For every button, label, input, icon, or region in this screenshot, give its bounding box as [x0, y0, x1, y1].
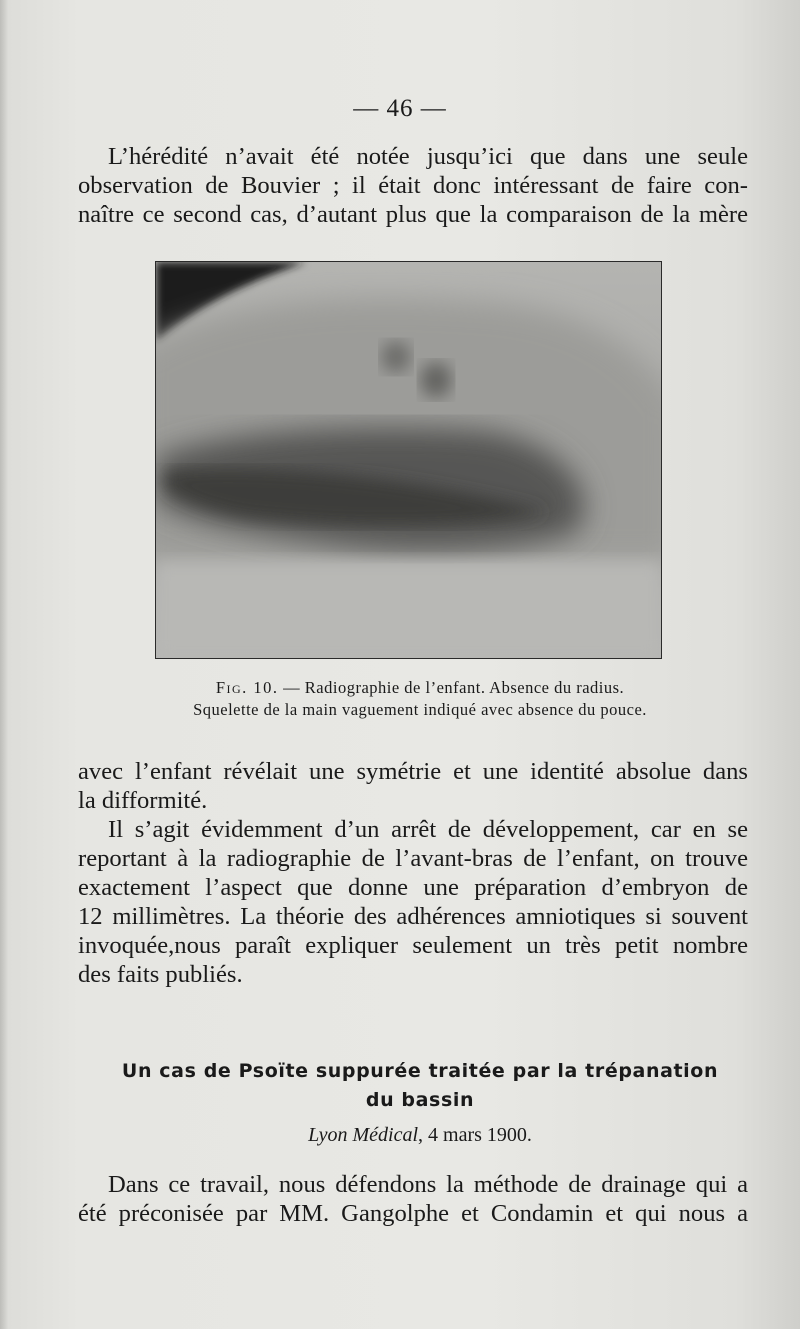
text-line: observation de Bouvier ; il était donc intéressant de faire con-	[78, 172, 748, 199]
text-line: des faits publiés.	[78, 961, 243, 988]
citation-date: , 4 mars 1900.	[418, 1124, 532, 1146]
text-line: invoquée,nous paraît expliquer seulement un très petit nombre	[78, 932, 748, 959]
citation-journal: Lyon Médical	[308, 1124, 419, 1146]
section-title-line: du bassin	[365, 1089, 475, 1111]
text-line: Il s’agit évidemment d’un arrêt de développement, car en se	[108, 816, 748, 843]
caption-line: Squelette de la main vaguement indiqué avec absence du pouce.	[193, 700, 647, 719]
paragraph-second	[78, 815, 748, 989]
section-heading	[80, 1057, 760, 1115]
figure-label: Fig. 10.	[215, 678, 279, 697]
page-number: — 46 —	[353, 95, 447, 122]
text-line: été préconisée par MM. Gangolphe et Condamin et qui nous a	[78, 1200, 748, 1227]
radiograph-image	[156, 262, 661, 658]
text-line: naître ce second cas, d’autant plus que la comparaison de la mère	[78, 201, 748, 228]
text-line: L’hérédité n’avait été notée jusqu’ici que dans une seule	[108, 143, 748, 170]
caption-text: — Radiographie de l’enfant. Absence du radius.	[278, 678, 625, 697]
figure-caption	[100, 677, 740, 721]
paragraph-top	[78, 142, 748, 229]
text-line: Dans ce travail, nous défendons la méthode de drainage qui a	[108, 1171, 748, 1198]
section-title-line: Un cas de Psoïte suppurée traitée par la trépanation	[121, 1060, 719, 1082]
page-spine-shadow	[0, 0, 8, 1329]
section-citation	[80, 1124, 760, 1147]
paragraph-final	[78, 1170, 748, 1228]
text-line: la difformité.	[78, 787, 208, 814]
text-line: exactement l’aspect que donne une préparation d’embryon de	[78, 874, 748, 901]
paragraph-after-figure	[78, 757, 748, 815]
text-line: reportant à la radiographie de l’avant-bras de l’enfant, on trouve	[78, 845, 748, 872]
caption-line	[100, 677, 740, 699]
radiograph-figure	[155, 261, 662, 659]
text-line: 12 millimètres. La théorie des adhérences amniotiques si souvent	[78, 903, 748, 930]
text-line: avec l’enfant révélait une symétrie et une identité absolue dans	[78, 758, 748, 785]
